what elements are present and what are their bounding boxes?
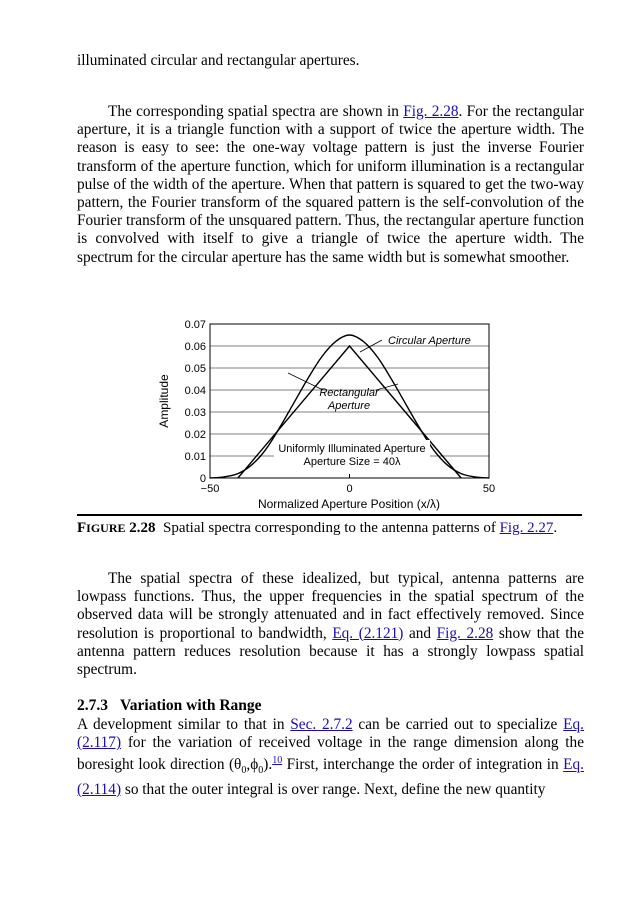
intro-line: illuminated circular and rectangular apertures. [77,52,360,69]
y-tick-label: 0.04 [184,385,206,397]
footnote-10[interactable]: 10 [272,755,283,767]
y-axis-label: Amplitude [157,374,171,428]
link-fig-2-27[interactable]: Fig. 2.27 [499,520,554,536]
link-fig-2-28[interactable]: Fig. 2.28 [403,103,459,120]
leader-rect-left [288,373,323,390]
label-circular-aperture: Circular Aperture [388,335,471,347]
label-aperture: Aperture [327,400,371,412]
x-tick-label: 0 [346,483,353,495]
paragraph-spectra: The corresponding spatial spectra are shown in Fig. 2.28. For the rectangular aperture, it is a triangle function with a support of twice the aperture width. The reason is easy to see: the one-way voltage pattern is just the inverse Fourier transform of the aperture function, which for uniform illumination is a rectangular pulse of the width of the aperture. When that pattern is squared to get the two-way pattern, the Fourier transform of the squared pattern is the self-convolution of the Fourier transform of the unsquared pattern. Thus, the rectangular aperture function is convolved with itself to give a triangle of twice the aperture width. The spectrum for the circular aperture has the same width but is somewhat smoother. [77,103,584,266]
y-tick-label: 0.03 [184,407,206,419]
link-fig-2-28b[interactable]: Fig. 2.28 [436,624,494,642]
spectra-chart [150,312,510,512]
figure-caption: FIGURE 2.28 Spatial spectra corresponding to the antenna patterns of Fig. 2.27. [77,520,558,536]
label-uniform-illum: Uniformly Illuminated Aperture [278,443,426,455]
y-tick-label: 0 [199,473,206,485]
x-tick-label: 50 [482,483,496,495]
link-sec-2-7-2[interactable]: Sec. 2.7.2 [290,716,353,733]
y-tick-label: 0.05 [184,363,206,375]
leader-rect-right [376,384,398,390]
y-tick-label: 0.01 [184,451,206,463]
caption-rule [77,514,582,516]
label-rectangular: Rectangular [319,387,379,399]
y-tick-label: 0.07 [184,319,206,331]
y-tick-label: 0.06 [184,341,206,353]
link-eq-2-114[interactable]: Eq. (2.114) [77,756,584,798]
paragraph-lowpass: The spatial spectra of these idealized, but typical, antenna patterns are lowpass functions. Thus, the upper frequencies in the spatial spectrum of the observed data will be strongly attenuated and in fact effectively removed. Since resolution is proportional to bandwidth, Eq. (2.121) and Fig. 2.28 show that the antenna pattern reduces resolution because it has a strongly lowpass spatial spectrum. [77,570,584,679]
y-tick-label: 0.02 [184,429,206,441]
link-eq-2-121[interactable]: Eq. (2.121) [332,624,404,642]
caption-label: FIGURE 2.28 [77,520,156,536]
x-axis-label: Normalized Aperture Position (x/λ) [257,497,441,511]
link-eq-2-117[interactable]: Eq. (2.117) [77,716,584,752]
label-aperture-size: Aperture Size = 40λ [303,456,401,468]
paragraph-range: A development similar to that in Sec. 2.7.2 can be carried out to specialize Eq. (2.117) for the variation of received voltage in the range dimension along the boresight look direction $(\theta_0,\phi_0).^{10}$ First, interchange the order of integration in Eq. (2.114) so that the outer integral is over range. Next, define the new quantity [77,716,584,798]
x-tick-label: −50 [200,483,220,495]
section-heading: 2.7.3 Variation with Range [77,697,262,714]
